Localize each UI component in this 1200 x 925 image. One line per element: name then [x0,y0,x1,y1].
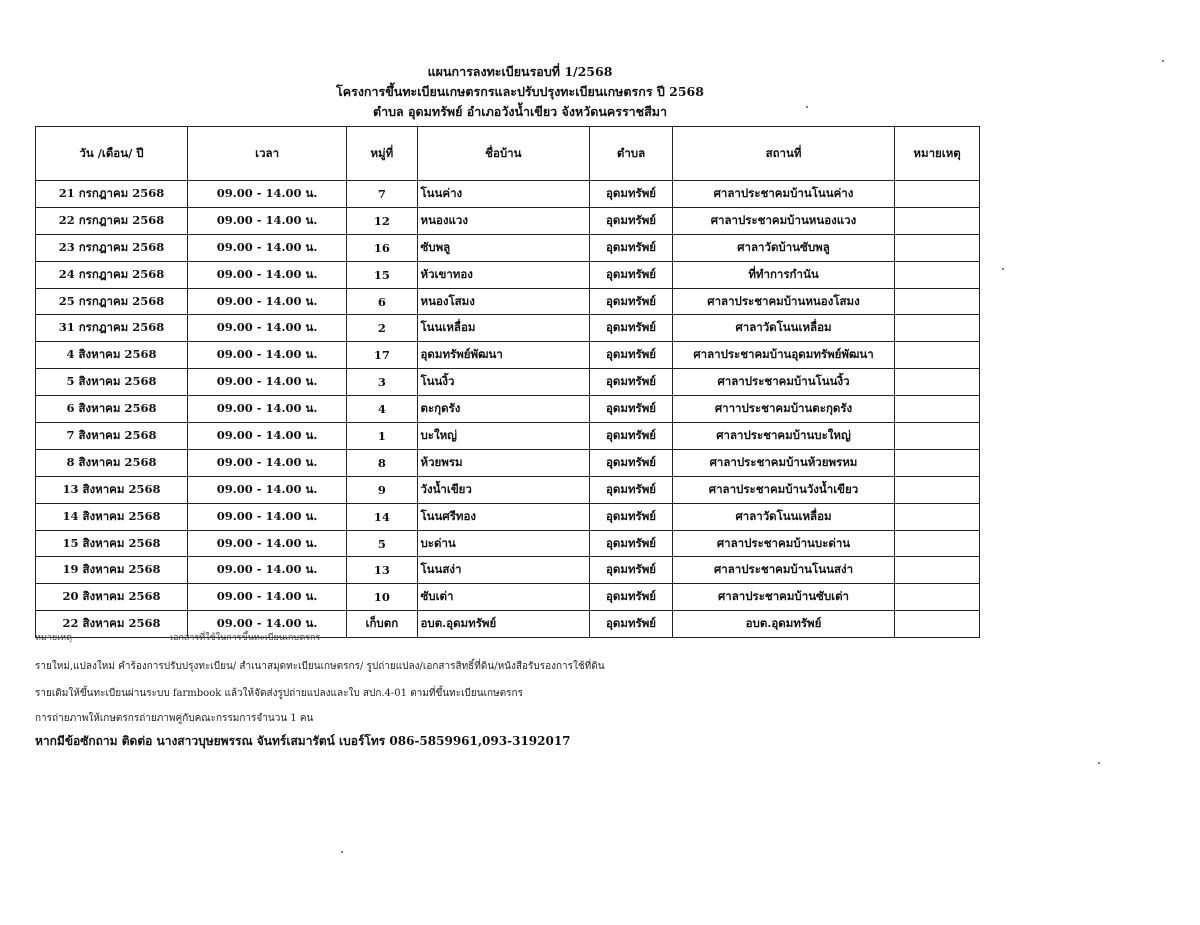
scan-speck [1002,268,1004,270]
cell-place: ศาลาประชาคมบ้านบะด่าน [672,530,894,557]
cell-date: 22 กรกฎาคม 2568 [36,207,188,234]
table-row [36,503,980,530]
table-row [36,369,980,396]
cell-time: 09.00 - 14.00 น. [187,234,346,261]
cell-remark [895,396,980,423]
cell-subdistrict: อุดมทรัพย์ [590,181,673,208]
cell-remark [895,369,980,396]
cell-place: ศาลาประชาคมบ้านโนนค่าง [672,181,894,208]
cell-remark [895,181,980,208]
cell-date: 22 สิงหาคม 2568 [36,611,188,638]
note-new-applicants: รายใหม่,แปลงใหม่ คำร้องการปรับปรุงทะเบียน/ สำเนาสมุดทะเบียนเกษตรกร/ รูปถ่ายแปลง/เอกสารสิทธิ์ที่ดิน/หนังสือรับรองการใช้ที่ดิน [35,661,605,672]
scan-speck [1162,60,1164,62]
cell-subdistrict: อุดมทรัพย์ [590,234,673,261]
cell-moo: 8 [347,449,417,476]
cell-date: 7 สิงหาคม 2568 [36,423,188,450]
scan-speck [341,851,343,853]
cell-place: ศาลาประชาคมบ้านห้วยพรหม [672,449,894,476]
cell-subdistrict: อุดมทรัพย์ [590,369,673,396]
cell-village: โนนสง่า [417,557,590,584]
cell-subdistrict: อุดมทรัพย์ [590,207,673,234]
cell-village: โนนค่าง [417,181,590,208]
cell-time: 09.00 - 14.00 น. [187,342,346,369]
cell-remark [895,288,980,315]
cell-date: 14 สิงหาคม 2568 [36,503,188,530]
cell-subdistrict: อุดมทรัพย์ [590,476,673,503]
table-row [36,396,980,423]
cell-place: ศาลาประชาคมบ้านวังน้ำเขียว [672,476,894,503]
cell-moo: 14 [347,503,417,530]
cell-village: อบต.อุดมทรัพย์ [417,611,590,638]
cell-subdistrict: อุดมทรัพย์ [590,396,673,423]
table-header-row [36,127,980,181]
cell-place: ศาลาวัดบ้านซับพลู [672,234,894,261]
cell-remark [895,611,980,638]
cell-place: ศาลาประชาคมบ้านหนองแวง [672,207,894,234]
table-row [36,557,980,584]
cell-time: 09.00 - 14.00 น. [187,611,346,638]
cell-village: โนนเหลื่อม [417,315,590,342]
cell-place: ศาลาประชาคมบ้านบะใหญ่ [672,423,894,450]
cell-remark [895,234,980,261]
note-existing-applicants: รายเดิมให้ขึ้นทะเบียนผ่านระบบ farmbook แล้วให้จัดส่งรูปถ่ายแปลงและใบ สปก.4-01 ตามที่ขึ้นทะเบียนเกษตรกร [35,688,523,699]
cell-date: 21 กรกฎาคม 2568 [36,181,188,208]
cell-village: บะด่าน [417,530,590,557]
cell-moo: 2 [347,315,417,342]
cell-village: ตะกุดรัง [417,396,590,423]
cell-subdistrict: อุดมทรัพย์ [590,584,673,611]
cell-village: วังน้ำเขียว [417,476,590,503]
cell-place: ศาลาประชาคมบ้านโนนงิ้ว [672,369,894,396]
cell-moo: 10 [347,584,417,611]
cell-subdistrict: อุดมทรัพย์ [590,449,673,476]
cell-subdistrict: อุดมทรัพย์ [590,611,673,638]
cell-place: ศาลาประชาคมบ้านอุดมทรัพย์พัฒนา [672,342,894,369]
table-row [36,261,980,288]
cell-place: ศาลาประชาคมบ้านซับเต่า [672,584,894,611]
cell-date: 6 สิงหาคม 2568 [36,396,188,423]
cell-village: บะใหญ่ [417,423,590,450]
cell-place: ศาลาประชาคมบ้านโนนสง่า [672,557,894,584]
document-header [0,62,1040,122]
column-header-date: วัน /เดือน/ ปี [36,127,188,181]
cell-subdistrict: อุดมทรัพย์ [590,530,673,557]
header-title-line-3: ตำบล อุดมทรัพย์ อำเภอวังน้ำเขียว จังหวัดนครราชสีมา [372,104,668,119]
cell-moo: 6 [347,288,417,315]
header-title-line-2: โครงการขึ้นทะเบียนเกษตรกรและปรับปรุงทะเบียนเกษตรกร ปี 2568 [336,84,704,99]
note-photo-requirement: การถ่ายภาพให้เกษตรกรถ่ายภาพคู่กับคณะกรรมการจำนวน 1 คน [35,713,314,724]
cell-remark [895,315,980,342]
cell-village: อุดมทรัพย์พัฒนา [417,342,590,369]
cell-subdistrict: อุดมทรัพย์ [590,261,673,288]
notes-label: หมายเหตุ [35,633,73,643]
column-header-subdistrict: ตำบล [590,127,673,181]
cell-village: โนนศรีทอง [417,503,590,530]
cell-date: 15 สิงหาคม 2568 [36,530,188,557]
table-row [36,449,980,476]
table-row [36,315,980,342]
cell-remark [895,530,980,557]
cell-place: อบต.อุดมทรัพย์ [672,611,894,638]
cell-remark [895,503,980,530]
cell-moo: 15 [347,261,417,288]
cell-place: ศาลาประชาคมบ้านหนองโสมง [672,288,894,315]
table-body [36,181,980,638]
column-header-moo: หมู่ที่ [347,127,417,181]
cell-date: 4 สิงหาคม 2568 [36,342,188,369]
table-row [36,530,980,557]
cell-time: 09.00 - 14.00 น. [187,530,346,557]
scan-speck [1098,762,1100,764]
cell-remark [895,449,980,476]
cell-date: 20 สิงหาคม 2568 [36,584,188,611]
cell-date: 13 สิงหาคม 2568 [36,476,188,503]
cell-remark [895,557,980,584]
table-row [36,584,980,611]
cell-remark [895,261,980,288]
cell-place: ศาลาวัดโนนเหลื่อม [672,315,894,342]
cell-date: 24 กรกฎาคม 2568 [36,261,188,288]
cell-moo: 13 [347,557,417,584]
cell-subdistrict: อุดมทรัพย์ [590,557,673,584]
cell-time: 09.00 - 14.00 น. [187,396,346,423]
cell-place: ที่ทำการกำนัน [672,261,894,288]
cell-village: หนองโสมง [417,288,590,315]
cell-time: 09.00 - 14.00 น. [187,369,346,396]
cell-place: ศาาาประชาคมบ้านตะกุดรัง [672,396,894,423]
cell-subdistrict: อุดมทรัพย์ [590,315,673,342]
registration-schedule-table [35,126,980,638]
cell-date: 8 สิงหาคม 2568 [36,449,188,476]
cell-village: ซับเต่า [417,584,590,611]
table-row [36,181,980,208]
contact-info: หากมีข้อซักถาม ติดต่อ นางสาวบุษยพรรณ จันทร์เสมารัตน์ เบอร์โทร 086-5859961,093-3192017 [35,734,571,748]
cell-date: 31 กรกฎาคม 2568 [36,315,188,342]
cell-remark [895,207,980,234]
scan-speck [806,106,808,108]
cell-village: โนนงิ้ว [417,369,590,396]
cell-remark [895,584,980,611]
cell-place: ศาลาวัดโนนเหลื่อม [672,503,894,530]
cell-moo: 7 [347,181,417,208]
cell-time: 09.00 - 14.00 น. [187,315,346,342]
cell-subdistrict: อุดมทรัพย์ [590,423,673,450]
cell-moo: 17 [347,342,417,369]
cell-date: 19 สิงหาคม 2568 [36,557,188,584]
cell-moo: 1 [347,423,417,450]
column-header-time: เวลา [187,127,346,181]
table-row [36,476,980,503]
column-header-village: ชื่อบ้าน [417,127,590,181]
table-row [36,207,980,234]
cell-subdistrict: อุดมทรัพย์ [590,503,673,530]
cell-date: 23 กรกฎาคม 2568 [36,234,188,261]
cell-remark [895,476,980,503]
cell-time: 09.00 - 14.00 น. [187,207,346,234]
cell-subdistrict: อุดมทรัพย์ [590,288,673,315]
cell-time: 09.00 - 14.00 น. [187,503,346,530]
cell-remark [895,423,980,450]
cell-moo: 5 [347,530,417,557]
cell-date: 25 กรกฎาคม 2568 [36,288,188,315]
header-title-line-1: แผนการลงทะเบียนรอบที่ 1/2568 [427,64,613,79]
column-header-place: สถานที่ [672,127,894,181]
cell-time: 09.00 - 14.00 น. [187,449,346,476]
cell-moo: 12 [347,207,417,234]
table-row [36,423,980,450]
column-header-remark: หมายเหตุ [895,127,980,181]
cell-time: 09.00 - 14.00 น. [187,181,346,208]
cell-moo: 3 [347,369,417,396]
cell-time: 09.00 - 14.00 น. [187,557,346,584]
cell-moo: เก็บตก [347,611,417,638]
cell-date: 5 สิงหาคม 2568 [36,369,188,396]
cell-village: ซับพลู [417,234,590,261]
cell-village: หนองแวง [417,207,590,234]
cell-time: 09.00 - 14.00 น. [187,584,346,611]
table-row [36,342,980,369]
cell-remark [895,342,980,369]
cell-time: 09.00 - 14.00 น. [187,476,346,503]
cell-time: 09.00 - 14.00 น. [187,261,346,288]
cell-village: ห้วยพรม [417,449,590,476]
cell-time: 09.00 - 14.00 น. [187,423,346,450]
cell-time: 09.00 - 14.00 น. [187,288,346,315]
cell-moo: 4 [347,396,417,423]
cell-moo: 9 [347,476,417,503]
documents-title: เอกสารที่ใช้ในการขึ้นทะเบียนเกษตรกร [170,633,321,643]
table-row [36,234,980,261]
table-row [36,288,980,315]
cell-subdistrict: อุดมทรัพย์ [590,342,673,369]
cell-moo: 16 [347,234,417,261]
cell-village: หัวเขาทอง [417,261,590,288]
